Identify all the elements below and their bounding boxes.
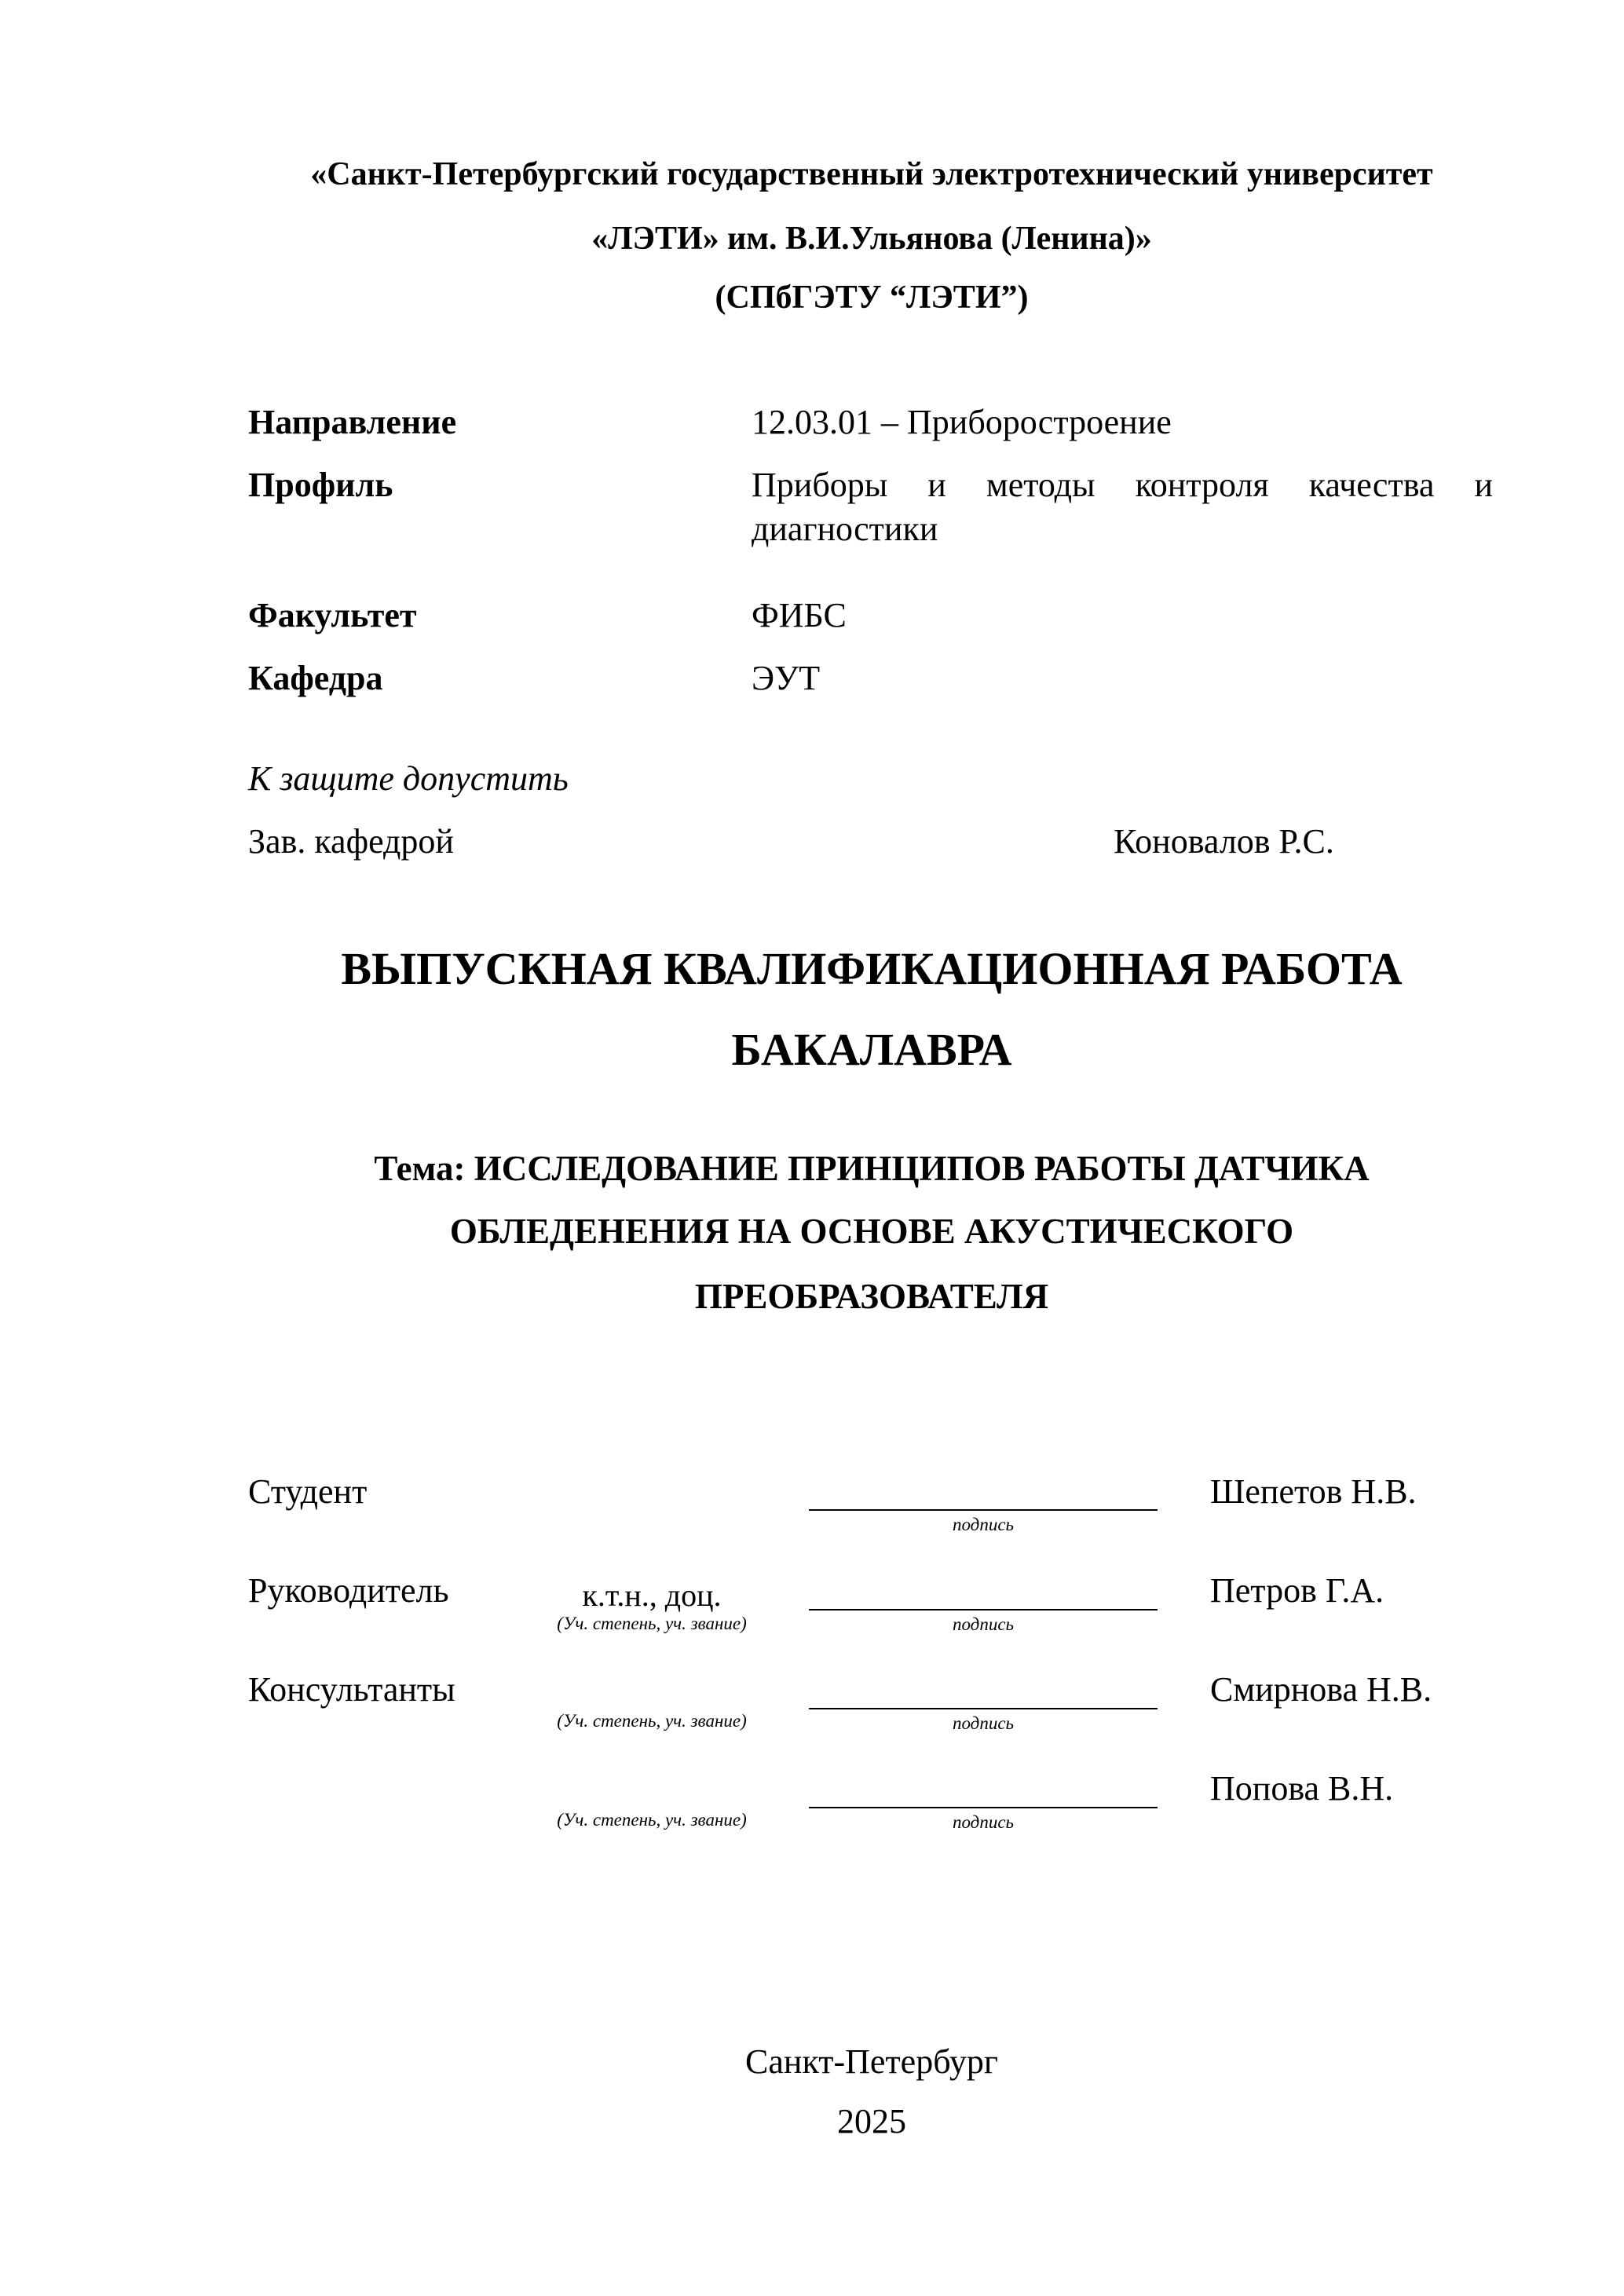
faculty-value: ФИБС bbox=[752, 596, 847, 634]
faculty-label: Факультет bbox=[248, 596, 417, 634]
university-name-line2: «ЛЭТИ» им. В.И.Ульянова (Ленина)» bbox=[591, 221, 1152, 257]
head-of-department-label: Зав. кафедрой bbox=[248, 822, 454, 861]
supervisor-degree: к.т.н., доц. bbox=[582, 1578, 722, 1613]
direction-label: Направление bbox=[248, 403, 457, 441]
supervisor-name: Петров Г.А. bbox=[1210, 1571, 1384, 1610]
university-abbreviation: (СПбГЭТУ “ЛЭТИ”) bbox=[715, 280, 1029, 316]
student-name: Шепетов Н.В. bbox=[1210, 1472, 1417, 1511]
student-signature-caption: подпись bbox=[952, 1515, 1014, 1534]
consultant1-signature-line bbox=[809, 1708, 1158, 1709]
student-signature-line bbox=[809, 1509, 1158, 1511]
direction-value: 12.03.01 – Приборостроение bbox=[752, 403, 1172, 441]
university-name-line1: «Санкт-Петербургский государственный электротехнический университет bbox=[310, 156, 1433, 192]
supervisor-label: Руководитель bbox=[248, 1571, 449, 1610]
topic-line3: ПРЕОБРАЗОВАТЕЛЯ bbox=[694, 1277, 1049, 1316]
consultant1-name: Смирнова Н.В. bbox=[1210, 1670, 1432, 1709]
consultant2-degree-caption: (Уч. степень, уч. звание) bbox=[557, 1810, 747, 1830]
head-of-department-name: Коновалов Р.С. bbox=[1114, 822, 1334, 861]
department-value: ЭУТ bbox=[752, 659, 821, 697]
supervisor-degree-caption: (Уч. степень, уч. звание) bbox=[557, 1614, 747, 1633]
profile-value-line1: Приборы и методы контроля качества и bbox=[752, 466, 1493, 504]
thesis-title-line1: ВЫПУСКНАЯ КВАЛИФИКАЦИОННАЯ РАБОТА bbox=[341, 943, 1403, 994]
student-label: Студент bbox=[248, 1472, 368, 1511]
supervisor-signature-line bbox=[809, 1609, 1158, 1610]
topic-line2: ОБЛЕДЕНЕНИЯ НА ОСНОВЕ АКУСТИЧЕСКОГО bbox=[449, 1212, 1294, 1251]
admission-label: К защите допустить bbox=[248, 759, 569, 798]
department-label: Кафедра bbox=[248, 659, 383, 697]
consultant2-signature-line bbox=[809, 1807, 1158, 1808]
profile-value-line2: диагностики bbox=[752, 510, 938, 548]
year: 2025 bbox=[837, 2102, 906, 2141]
consultant2-signature-caption: подпись bbox=[952, 1812, 1014, 1832]
consultant1-degree-caption: (Уч. степень, уч. звание) bbox=[557, 1711, 747, 1731]
city: Санкт-Петербург bbox=[745, 2042, 998, 2081]
topic-line1: Тема: ИССЛЕДОВАНИЕ ПРИНЦИПОВ РАБОТЫ ДАТЧИКА bbox=[374, 1149, 1370, 1188]
consultant1-signature-caption: подпись bbox=[952, 1713, 1014, 1733]
consultant2-name: Попова В.Н. bbox=[1210, 1769, 1394, 1808]
supervisor-signature-caption: подпись bbox=[952, 1614, 1014, 1634]
thesis-title-line2: БАКАЛАВРА bbox=[731, 1024, 1012, 1075]
consultants-label: Консультанты bbox=[248, 1670, 455, 1709]
profile-label: Профиль bbox=[248, 466, 393, 504]
